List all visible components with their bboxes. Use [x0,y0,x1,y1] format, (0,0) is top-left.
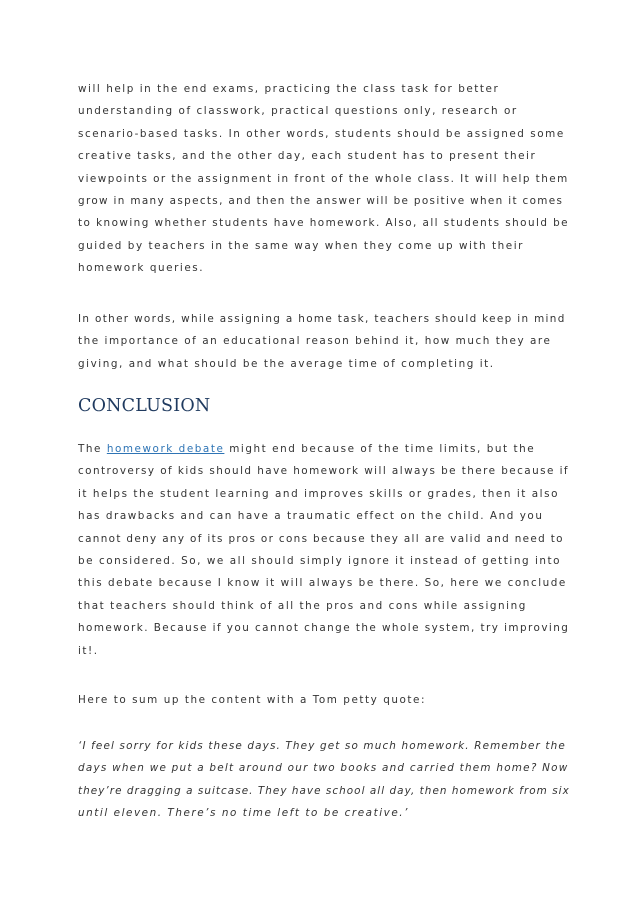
text-line: Here to sum up the content with a Tom petty quote: [78,694,426,706]
text-line: grow in many aspects, and then the answer will be positive when it comes [78,195,564,208]
homework-debate-link[interactable]: homework debate [106,443,225,455]
quote-block [78,735,570,825]
body-paragraph-1 [78,78,570,280]
text-line: creative tasks, and the other day, each student has to present their [78,150,537,163]
body-paragraph-2 [78,308,570,375]
section-heading-conclusion: CONCLUSION [78,396,211,416]
text-line: understanding of classwork, practical questions only, research or [78,105,518,118]
body-paragraph-4 [78,689,570,711]
text-line: homework queries. [78,262,205,275]
quote-line: ‘I feel sorry for kids these days. They get so much homework. Remember the [78,740,566,752]
quote-line: they’re dragging a suitcase. They have school all day, then homework from six [78,784,570,797]
text-line: that teachers should think of all the pros and cons while assigning [78,599,527,612]
text-line: will help in the end exams, practicing the class task for better [78,83,500,95]
text-line: cannot deny any of its pros or cons because they all are valid and need to [78,532,564,545]
text-line: guided by teachers in the same way when they come up with their [78,239,525,252]
text-line: In other words, while assigning a home task, teachers should keep in mind [78,313,566,325]
text-line: this debate because I know it will always be there. So, here we conclude [78,577,567,590]
text-line: the importance of an educational reason behind it, how much they are [78,335,552,348]
quote-line: days when we put a belt around our two books and carried them home? Now [78,762,569,775]
text-line: viewpoints or the assignment in front of the whole class. It will help them [78,172,569,185]
text-fragment: The [78,443,107,455]
body-paragraph-3 [78,438,570,662]
text-line: to knowing whether students have homework. Also, all students should be [78,217,570,230]
text-line: has drawbacks and can have a traumatic effect on the child. And you [78,510,544,523]
text-line: it!. [78,644,99,657]
text-line-with-link [78,438,570,460]
text-fragment: might end because of the time limits, but the [224,443,536,455]
text-line: scenario-based tasks. In other words, students should be assigned some [78,127,565,140]
text-line: be considered. So, we all should simply ignore it instead of getting into [78,555,562,568]
text-line: giving, and what should be the average time of completing it. [78,357,495,370]
text-line: it helps the student learning and improves skills or grades, then it also [78,487,559,500]
quote-line: until eleven. There’s no time left to be creative.’ [78,807,410,820]
text-line: controversy of kids should have homework will always be there because if [78,465,570,478]
text-line: homework. Because if you cannot change the whole system, try improving [78,622,570,635]
